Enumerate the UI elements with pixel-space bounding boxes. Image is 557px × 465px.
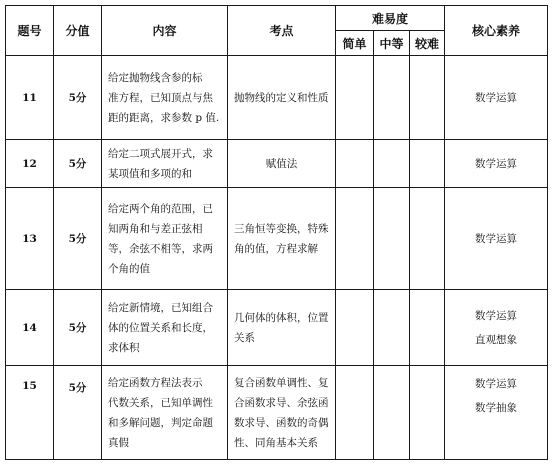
question-number: 15 (6, 366, 54, 460)
easy-cell (336, 56, 374, 140)
question-point (228, 188, 336, 290)
point-line: 合函数求导、余弦函 (234, 396, 329, 409)
core-literacy (445, 56, 548, 140)
question-score: 5分 (54, 140, 102, 188)
content-line: 知两角和与差正弦相 (108, 222, 203, 235)
core-literacy (445, 188, 548, 290)
core-literacy (445, 290, 548, 366)
header-score: 分值 (54, 6, 102, 56)
content-line: 准方程，已知顶点与焦 (108, 91, 213, 104)
header-content: 内容 (102, 6, 228, 56)
question-content (102, 188, 228, 290)
content-line: 给定函数方程法表示 (108, 376, 203, 389)
content-line: 某项值和多项的和 (108, 167, 192, 180)
question-content (102, 140, 228, 188)
header-num: 题号 (6, 6, 54, 56)
core-line: 数学运算 (475, 309, 517, 322)
question-point (228, 56, 336, 140)
content-line: 给定抛物线含参的标 (108, 71, 203, 84)
medium-cell (374, 56, 410, 140)
core-literacy (445, 366, 548, 460)
header-medium: 中等 (374, 31, 410, 56)
question-number: 13 (6, 188, 54, 290)
question-score: 5分 (54, 188, 102, 290)
header-easy: 简单 (336, 31, 374, 56)
content-line: 代数关系，已知单调性 (108, 396, 213, 409)
core-line: 数学运算 (475, 378, 517, 390)
table-row (6, 290, 548, 366)
question-number: 14 (6, 290, 54, 366)
content-line: 给定两个角的范围，已 (108, 202, 213, 215)
content-line: 距的距离，求参数 p 值. (108, 111, 220, 124)
core-line: 直观想象 (475, 333, 517, 346)
point-line: 三角恒等变换，特殊 (234, 222, 329, 235)
question-number: 12 (6, 140, 54, 188)
question-score: 5分 (54, 290, 102, 366)
point-line: 关系 (234, 331, 255, 344)
point-line: 性、同角基本关系 (234, 436, 318, 449)
table-row (6, 366, 548, 460)
content-line: 体的位置关系和长度， (108, 321, 213, 334)
content-line: 给定二项式展开式，求 (108, 147, 213, 160)
hard-cell (410, 188, 445, 290)
question-point (228, 366, 336, 460)
point-line: 复合函数单调性、复 (234, 376, 329, 389)
easy-cell (336, 366, 374, 460)
table-row (6, 56, 548, 140)
question-score: 5分 (54, 56, 102, 140)
point-line: 抛物线的定义和性质 (234, 91, 329, 104)
core-line: 数学运算 (475, 91, 517, 104)
content-line: 求体积 (108, 341, 140, 354)
hard-cell (410, 56, 445, 140)
header-point: 考点 (228, 6, 336, 56)
point-line: 赋值法 (265, 157, 298, 170)
header-hard: 较难 (410, 31, 445, 56)
content-line: 给定新情境，已知组合 (108, 301, 213, 314)
easy-cell (336, 290, 374, 366)
point-line: 数求导、函数的奇偶 (234, 416, 329, 429)
content-line: 等，余弦不相等，求两 (108, 242, 213, 255)
easy-cell (336, 140, 374, 188)
point-line: 角的值，方程求解 (234, 242, 318, 255)
content-line: 和多解问题，判定命题 (108, 416, 213, 429)
header-difficulty: 难易度 (336, 6, 445, 31)
content-line: 个角的值 (108, 262, 150, 275)
hard-cell (410, 140, 445, 188)
header-row-top (6, 6, 548, 31)
question-point (228, 290, 336, 366)
core-line: 数学运算 (475, 232, 517, 245)
medium-cell (374, 140, 410, 188)
question-point (228, 140, 336, 188)
question-content (102, 56, 228, 140)
core-line: 数学运算 (475, 157, 517, 170)
content-line: 真假 (108, 436, 129, 449)
question-content (102, 366, 228, 460)
easy-cell (336, 188, 374, 290)
medium-cell (374, 188, 410, 290)
header-core: 核心素养 (445, 6, 548, 56)
table-row (6, 188, 548, 290)
hard-cell (410, 290, 445, 366)
question-content (102, 290, 228, 366)
exam-analysis-table (5, 5, 548, 460)
core-line: 数学抽象 (475, 402, 517, 414)
medium-cell (374, 366, 410, 460)
point-line: 几何体的体积，位置 (234, 311, 329, 324)
question-number: 11 (6, 56, 54, 140)
question-score: 5分 (54, 366, 102, 460)
medium-cell (374, 290, 410, 366)
core-literacy (445, 140, 548, 188)
table-row (6, 140, 548, 188)
hard-cell (410, 366, 445, 460)
